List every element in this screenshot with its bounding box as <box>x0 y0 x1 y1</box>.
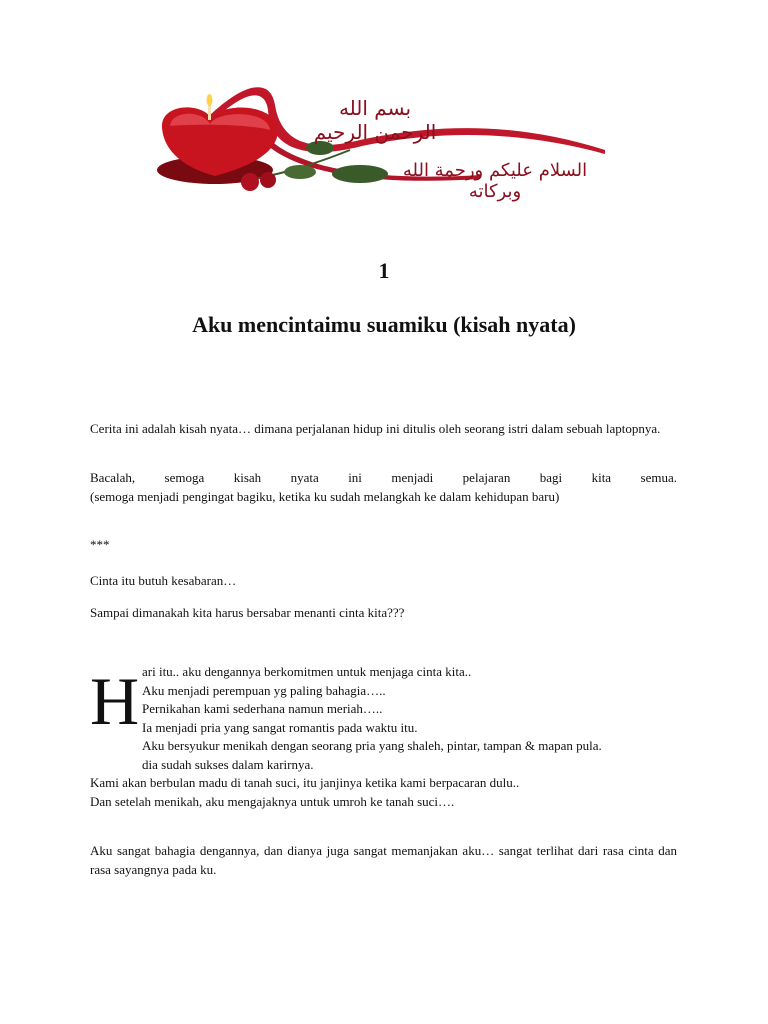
story-line: Aku menjadi perempuan yg paling bahagia….. <box>142 682 386 698</box>
text-line-2: Sampai dimanakah kita harus bersabar menanti cinta kita??? <box>90 605 405 620</box>
intro-paragraph-2-line-2: (semoga menjadi pengingat bagiku, ketika ku sudah melangkah ke dalam kehidupan baru) <box>90 488 560 504</box>
text-line-1: Cinta itu butuh kesabaran… <box>90 573 237 588</box>
story-line: Pernikahan kami sederhana namun meriah….. <box>142 701 383 716</box>
drop-cap: H <box>90 663 140 739</box>
story-line: dia sudah sukses dalam karirnya. <box>142 756 314 772</box>
section-separator: *** <box>90 537 110 552</box>
closing-paragraph: Aku sangat bahagia dengannya, dan dianya juga sangat memanjakan aku… sangat terlihat dari rasa cinta dan rasa sayangnya pada ku. <box>90 843 677 877</box>
story-line: Ia menjadi pria yang sangat romantis pada waktu itu. <box>142 719 418 735</box>
intro-paragraph-2 <box>90 469 677 506</box>
arabic-salam: السلام عليكم ورحمة الله وبركاته <box>402 160 588 202</box>
heart-candle-icon <box>157 94 278 184</box>
story-block <box>90 663 677 811</box>
intro-paragraph-1: Cerita ini adalah kisah nyata… dimana perjalanan hidup ini ditulis oleh seorang istri dalam sebuah laptopnya. <box>90 421 661 436</box>
story-line: Kami akan berbulan madu di tanah suci, itu janjinya ketika kami berpacaran dulu.. <box>90 775 520 790</box>
story-line: Aku bersyukur menikah dengan seorang pria yang shaleh, pintar, tampan & mapan pula. <box>142 738 602 753</box>
intro-paragraph-2-line-1: Bacalah, semoga kisah nyata ini menjadi pelajaran bagi kita semua. <box>90 470 677 485</box>
story-line: ari itu.. aku dengannya berkomitmen untuk menjaga cinta kita.. <box>142 664 472 679</box>
chapter-number: 1 <box>378 258 390 283</box>
chapter-title: Aku mencintaimu suamiku (kisah nyata) <box>192 312 576 337</box>
story-line: Dan setelah menikah, aku mengajaknya untuk umroh ke tanah suci…. <box>90 793 455 809</box>
arabic-basmala: بسم الله الرحمن الرحيم <box>313 96 437 144</box>
